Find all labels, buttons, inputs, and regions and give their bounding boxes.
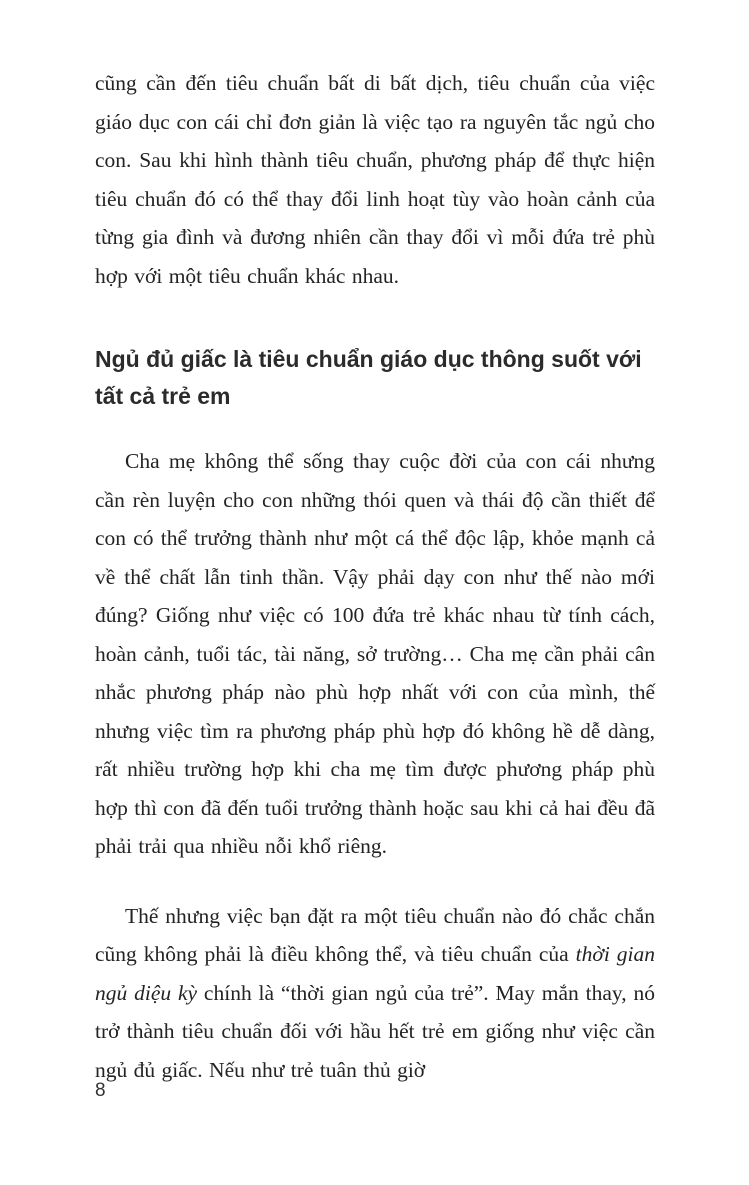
paragraph-segment-italic-book-title: thời gian ngủ diệu kỳ	[95, 942, 656, 1005]
section-heading: Ngủ đủ giấc là tiêu chuẩn giáo dục thông suốt với tất cả trẻ em	[95, 346, 642, 409]
paragraph-segment-regular: chính là “thời gian ngủ của trẻ”. May mắn thay, nó trở thành tiêu chuẩn đối với hầu hết trẻ em giống như việc cần ngủ đủ giấc. Nếu như trẻ tuân thủ giờ	[95, 980, 655, 1082]
page-number: 8	[95, 1080, 106, 1101]
paragraph-continuation: cũng cần đến tiêu chuẩn bất di bất dịch, tiêu chuẩn của việc giáo dục con cái chỉ đơn giản là việc tạo ra nguyên tắc ngủ cho con. Sau khi hình thành tiêu chuẩn, phương pháp để thực hiện tiêu chuẩn đó có thể thay đổi linh hoạt tùy vào hoàn cảnh của từng gia đình và đương nhiên cần thay đổi vì mỗi đứa trẻ phù hợp với một tiêu chuẩn khác nhau.	[95, 71, 655, 288]
paragraph-body: Cha mẹ không thể sống thay cuộc đời của con cái nhưng cần rèn luyện cho con những thói quen và thái độ cần thiết để con có thể trưởng thành như một cá thể độc lập, khỏe mạnh cả về thể chất lẫn tinh thần. Vậy phải dạy con như thế nào mới đúng? Giống như việc có 100 đứa trẻ khác nhau từ tính cách, hoàn cảnh, tuổi tác, tài năng, sở trường… Cha mẹ cần phải cân nhắc phương pháp nào phù hợp nhất với con của mình, thế nhưng việc tìm ra phương pháp phù hợp đó không hề dễ dàng, rất nhiều trường hợp khi cha mẹ tìm được phương pháp phù hợp thì con đã đến tuổi trưởng thành hoặc sau khi cả hai đều đã phải trải qua nhiều nỗi khổ riêng.	[95, 449, 655, 858]
paragraph-segment-regular: Thế nhưng việc bạn đặt ra một tiêu chuẩn nào đó chắc chắn cũng không phải là điều không thể, và tiêu chuẩn của	[95, 903, 655, 966]
paragraph-body-with-italic	[95, 897, 655, 1090]
